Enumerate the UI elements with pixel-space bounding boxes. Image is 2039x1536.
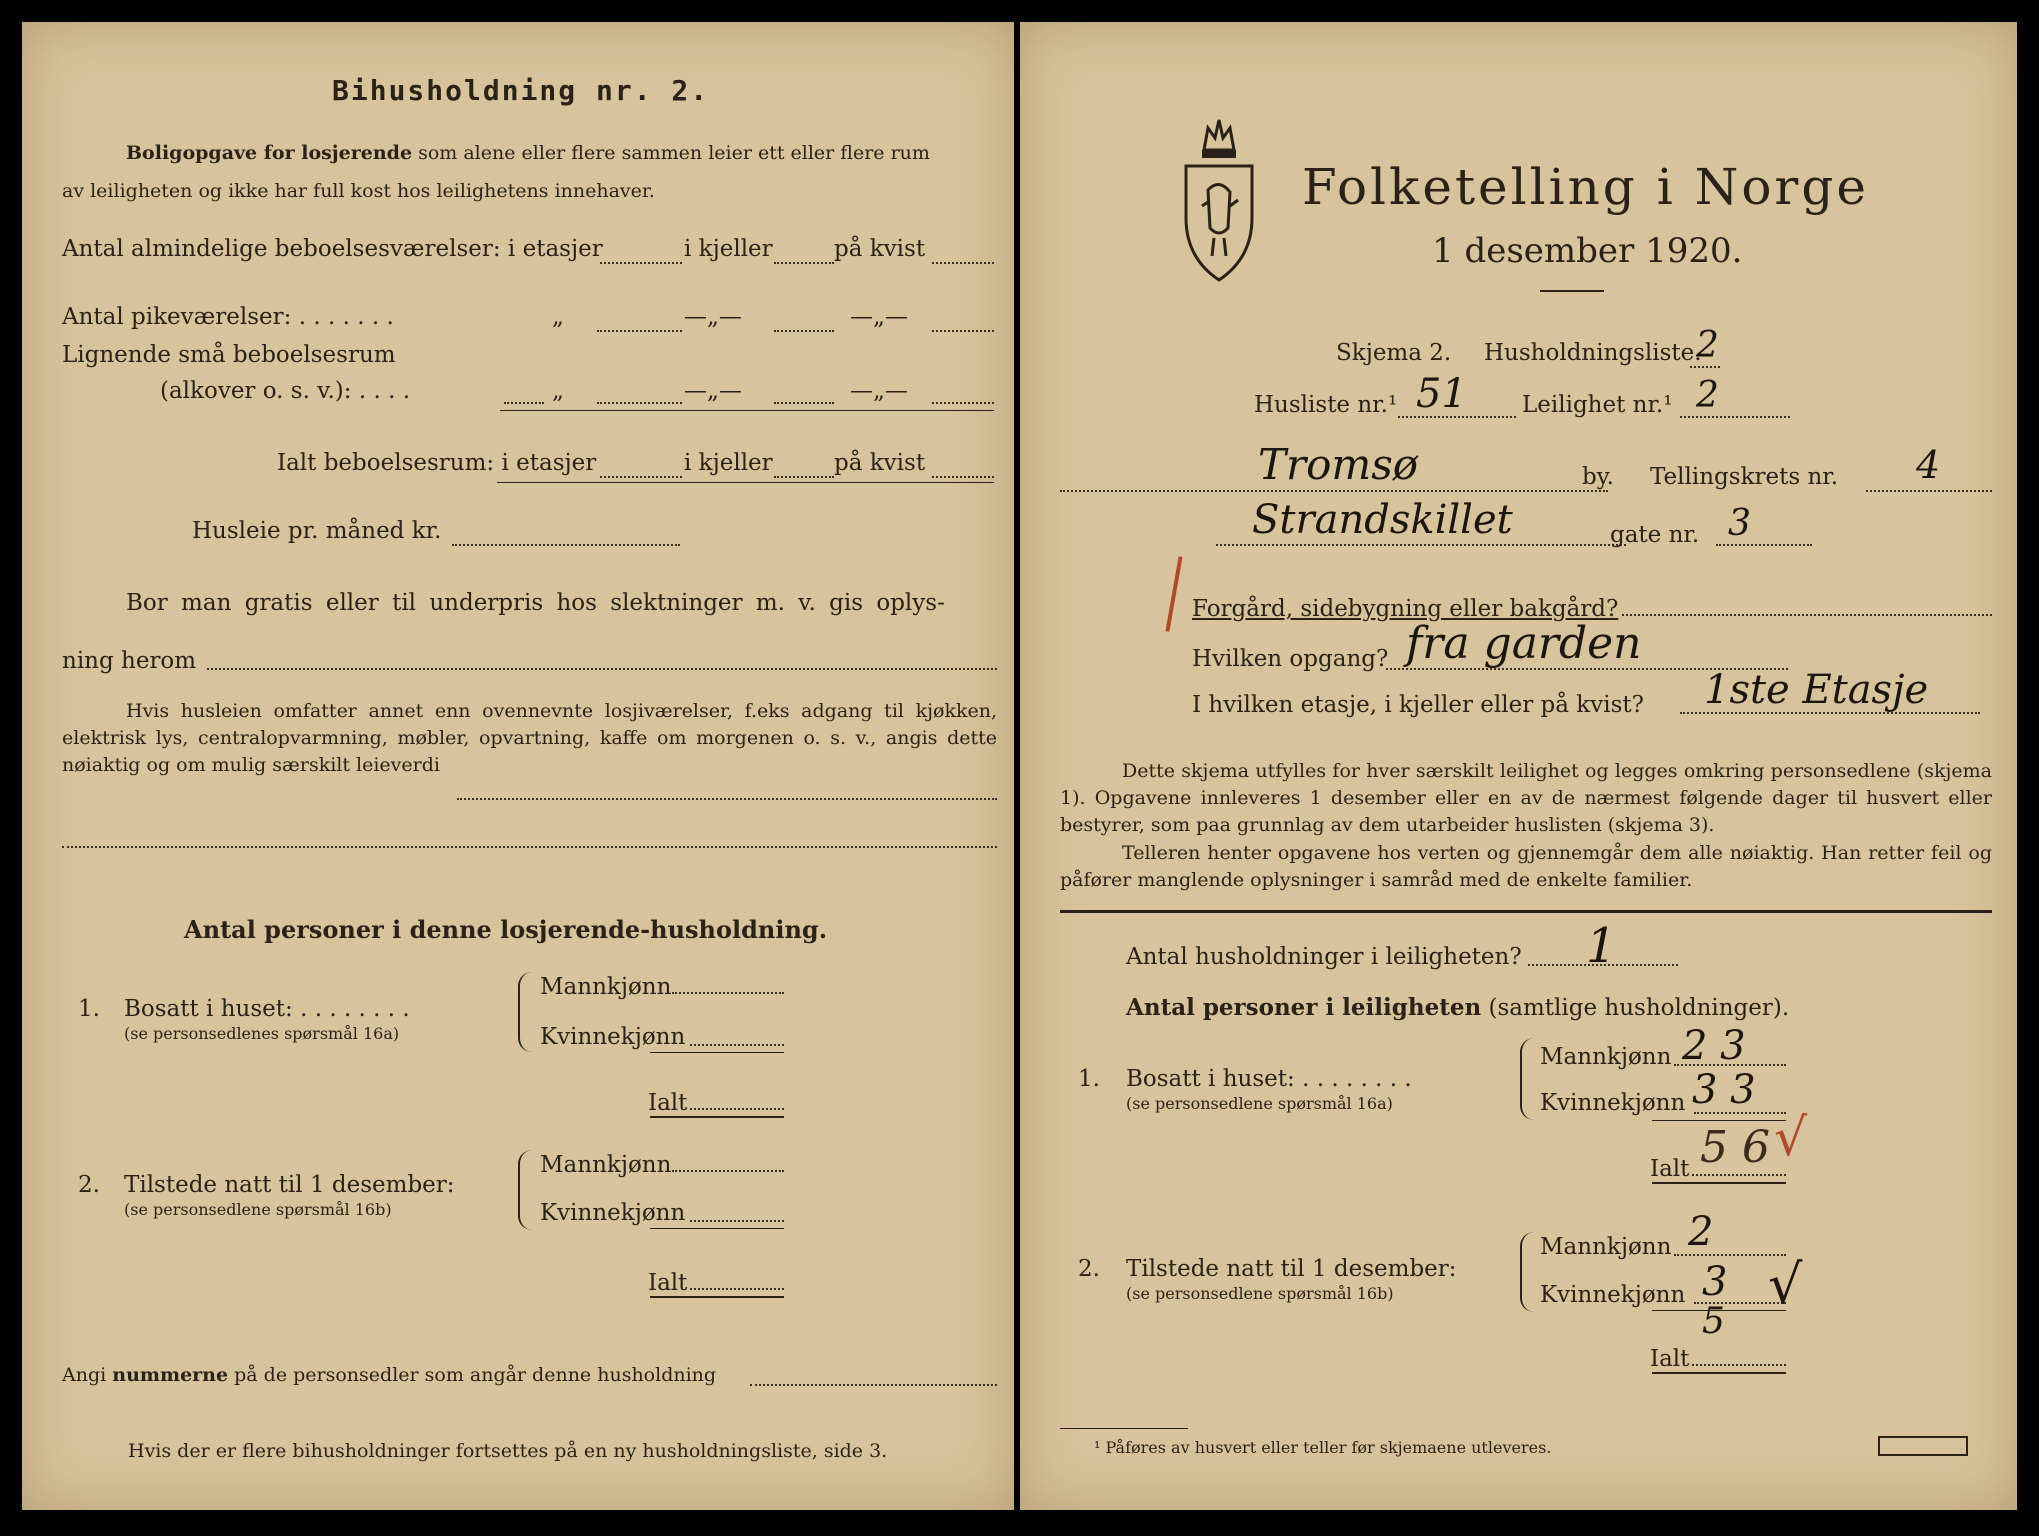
pike-kjeller-field[interactable] xyxy=(774,330,834,332)
r-q1-label: Bosatt i huset: . . . . . . . . xyxy=(1126,1066,1412,1092)
right-page xyxy=(1020,22,2017,1510)
bor-field[interactable] xyxy=(207,668,997,670)
q2-sum-rule xyxy=(650,1228,784,1229)
r-q1-brace xyxy=(1520,1038,1534,1120)
q1-ialt-field[interactable] xyxy=(690,1108,784,1110)
gate-nr-field[interactable] xyxy=(1716,544,1812,546)
q2-kvinne-label: Kvinnekjønn xyxy=(540,1200,686,1226)
leilighet-label: Leilighet nr.¹ xyxy=(1522,392,1673,418)
q1-brace xyxy=(518,972,532,1052)
antal-hush-value: 1 xyxy=(1586,918,1617,974)
leieverdi-field[interactable] xyxy=(457,798,997,800)
q2-brace xyxy=(518,1150,532,1230)
r-q1-sub: (se personsedlene spørsmål 16a) xyxy=(1126,1094,1393,1113)
gate-field[interactable] xyxy=(1216,544,1626,546)
intro-line2: av leiligheten og ikke har full kost hos leilighetens innehaver. xyxy=(62,180,655,202)
r-q1-ialt-field[interactable] xyxy=(1692,1174,1786,1176)
antal-pike-label: Antal pikeværelser: . . . . . . . xyxy=(62,304,394,330)
census-date: 1 desember 1920. xyxy=(1432,231,1743,271)
instructions-para-2: Telleren henter opgavene hos verten og gjennemgår dem alle nøiaktig. Han retter feil og påfører manglende oplysninger i samråd med de enkelte familier. xyxy=(1060,842,1992,891)
antal-personer-heading: Antal personer i denne losjerende-husholdning. xyxy=(184,915,828,944)
r-q2-mann-label: Mannkjønn xyxy=(1540,1234,1672,1260)
r-q1-number: 1. xyxy=(1078,1066,1100,1092)
coat-of-arms-icon xyxy=(1178,110,1260,286)
leilighet-field[interactable] xyxy=(1680,416,1790,418)
angi-bold: nummerne xyxy=(112,1364,229,1386)
gate-nr-value: 3 xyxy=(1728,503,1751,544)
angi-field[interactable] xyxy=(750,1384,997,1386)
r-q1-kvinne-value: 3 3 xyxy=(1692,1067,1756,1113)
opgang-value: fra garden xyxy=(1406,618,1642,669)
r-q1-ialt-label: Ialt xyxy=(1650,1156,1690,1182)
q1-number: 1. xyxy=(78,996,100,1022)
r-q1-sum-rule xyxy=(1652,1120,1786,1121)
angi-rest: på de personsedler som angår denne husholdning xyxy=(234,1364,717,1386)
q2-mann-field[interactable] xyxy=(672,1170,784,1172)
ditto-mark: —„— xyxy=(850,378,908,404)
alkover-lead xyxy=(504,402,544,404)
tellingskrets-field[interactable] xyxy=(1866,490,1992,492)
left-page xyxy=(22,22,1014,1510)
angi-pre: Angi xyxy=(62,1364,107,1386)
q1-kvinne-label: Kvinnekjønn xyxy=(540,1024,686,1050)
husholdningsliste-label: Husholdningsliste. xyxy=(1484,340,1702,366)
gate-label: gate nr. xyxy=(1610,522,1700,548)
alm-kjeller-label: i kjeller xyxy=(684,236,773,262)
q2-ialt-field[interactable] xyxy=(690,1288,784,1290)
ialt-kjeller-label: i kjeller xyxy=(684,450,773,476)
by-field[interactable] xyxy=(1060,490,1608,492)
opgang-label: Hvilken opgang? xyxy=(1192,646,1389,672)
ialt-etasjer-field[interactable] xyxy=(600,476,682,478)
ialt-kvist-label: på kvist xyxy=(834,450,926,476)
etasje-value: 1ste Etasje xyxy=(1704,667,1929,713)
q1-ialt-label: Ialt xyxy=(648,1090,688,1116)
q1-label: Bosatt i huset: . . . . . . . . xyxy=(124,996,410,1022)
pike-kvist-field[interactable] xyxy=(932,330,994,332)
ditto-mark: „ xyxy=(552,378,564,404)
r-q2-kvinne-value: 3 xyxy=(1702,1259,1728,1305)
alkover-etasjer-field[interactable] xyxy=(597,402,682,404)
husliste-label: Husliste nr.¹ xyxy=(1254,392,1398,418)
left-footer: Hvis der er flere bihusholdninger fortsettes på en ny husholdningsliste, side 3. xyxy=(128,1440,888,1462)
q2-mann-label: Mannkjønn xyxy=(540,1152,672,1178)
r-q1-ialt-value: 5 6 xyxy=(1700,1122,1770,1173)
q1-ialt-rule xyxy=(650,1116,784,1118)
r-q1-kvinne-label: Kvinnekjønn xyxy=(1540,1090,1686,1116)
ialt-kjeller-field[interactable] xyxy=(774,476,834,478)
q2-ialt-label: Ialt xyxy=(648,1270,688,1296)
husleie-label: Husleie pr. måned kr. xyxy=(192,518,442,544)
footnote-rule xyxy=(1060,1428,1188,1429)
antal-alm-label: Antal almindelige beboelsesværelser: i etasjer xyxy=(62,236,603,262)
bihusholdning-title: Bihusholdning nr. 2. xyxy=(332,74,710,107)
alm-kvist-label: på kvist xyxy=(834,236,926,262)
footnote: ¹ Påføres av husvert eller teller før skjemaene utleveres. xyxy=(1094,1438,1552,1457)
r-q1-check-mark: √ xyxy=(1774,1108,1808,1168)
r-q1-mann-label: Mannkjønn xyxy=(1540,1044,1672,1070)
printer-stamp-box xyxy=(1878,1436,1968,1456)
q1-kvinne-field[interactable] xyxy=(690,1044,784,1046)
ditto-mark: —„— xyxy=(684,304,742,330)
section-rule xyxy=(1060,910,1992,913)
r-q2-label: Tilstede natt til 1 desember: xyxy=(1126,1256,1457,1282)
forgard-field[interactable] xyxy=(1622,614,1992,616)
tellingskrets-label: Tellingskrets nr. xyxy=(1650,464,1839,490)
q1-sub: (se personsedlenes spørsmål 16a) xyxy=(124,1024,400,1043)
by-label: by. xyxy=(1582,464,1614,490)
r-q2-extra-value: 5 xyxy=(1702,1301,1725,1342)
q2-number: 2. xyxy=(78,1172,100,1198)
gate-value: Strandskillet xyxy=(1252,497,1513,543)
alm-kjeller-field[interactable] xyxy=(774,262,834,264)
q1-sum-rule xyxy=(650,1052,784,1053)
sum-rule xyxy=(500,410,994,411)
title-rule xyxy=(1540,290,1604,292)
alm-etasjer-field[interactable] xyxy=(600,262,682,264)
ditto-mark: „ xyxy=(552,304,564,330)
by-value: Tromsø xyxy=(1258,440,1419,489)
alkover-kvist-field[interactable] xyxy=(932,402,994,404)
leilighet-value: 2 xyxy=(1696,375,1719,416)
antal-pers-bold: Antal personer i leiligheten xyxy=(1126,994,1482,1021)
antal-hush-label: Antal husholdninger i leiligheten? xyxy=(1126,944,1522,970)
ialt-bebo-label: Ialt beboelsesrum: i etasjer xyxy=(277,450,597,476)
ialt-rule xyxy=(497,482,994,483)
r-q2-number: 2. xyxy=(1078,1256,1100,1282)
census-title: Folketelling i Norge xyxy=(1302,158,1869,216)
q2-ialt-rule xyxy=(650,1296,784,1298)
instructions-para-1: Dette skjema utfylles for hver særskilt leilighet og legges omkring personsedlene (skjema 1). Opgavene innleveres 1 desember eller en av de nærmest følgende dager til husvert eller bestyrer, som paa grunnlag av dem utarbeider huslisten (skjema 3). xyxy=(1060,760,1992,836)
husleie-field[interactable] xyxy=(452,544,680,546)
q1-mann-label: Mannkjønn xyxy=(540,974,672,1000)
ditto-mark: —„— xyxy=(684,378,742,404)
ditto-mark: —„— xyxy=(850,304,908,330)
r-q2-check-mark: √ xyxy=(1768,1253,1803,1316)
alkover-label: (alkover o. s. v.): . . . . xyxy=(160,378,411,404)
r-q2-brace xyxy=(1520,1232,1534,1312)
r-q2-ialt-field[interactable] xyxy=(1692,1364,1786,1366)
lignende-label: Lignende små beboelsesrum xyxy=(62,342,396,368)
ialt-kvist-field[interactable] xyxy=(932,476,994,478)
antal-pers-rest: (samtlige husholdninger). xyxy=(1488,995,1790,1021)
q2-sub: (se personsedlene spørsmål 16b) xyxy=(124,1200,392,1219)
r-q2-sub: (se personsedlene spørsmål 16b) xyxy=(1126,1284,1394,1303)
q2-kvinne-field[interactable] xyxy=(690,1220,784,1222)
intro-rest: som alene eller flere sammen leier ett eller flere rum xyxy=(418,142,930,164)
r-q1-ialt-rule xyxy=(1652,1182,1786,1184)
skjema-label: Skjema 2. xyxy=(1336,340,1452,366)
bor-line2: ning herom xyxy=(62,648,197,674)
alm-kvist-field[interactable] xyxy=(932,262,994,264)
forgard-label: Forgård, sidebygning eller bakgård? xyxy=(1192,596,1619,622)
leieverdi-field-2[interactable] xyxy=(62,846,997,848)
r-q2-mann-value: 2 xyxy=(1688,1209,1714,1255)
q1-mann-field[interactable] xyxy=(672,992,784,994)
red-pencil-mark xyxy=(1165,556,1182,632)
etasje-label: I hvilken etasje, i kjeller eller på kvist? xyxy=(1192,692,1644,718)
r-q2-kvinne-label: Kvinnekjønn xyxy=(1540,1282,1686,1308)
tellingskrets-value: 4 xyxy=(1916,443,1941,487)
husholdningsliste-field[interactable] xyxy=(1690,366,1720,368)
husliste-value: 51 xyxy=(1416,371,1467,417)
bor-line1: Bor man gratis eller til underpris hos slektninger m. v. gis oplys- xyxy=(126,590,945,616)
hvis-paragraph: Hvis husleien omfatter annet enn ovennevnte losjiværelser, f.eks adgang til kjøkken, elektrisk lys, centralopvarmning, møbler, opvartning, kaffe om morgenen o. s. v., angis dette nøiaktig og om mulig særskilt leieverdi xyxy=(62,700,997,776)
r-q2-ialt-rule xyxy=(1652,1372,1786,1374)
husholdningsliste-value: 2 xyxy=(1696,325,1719,366)
r-q1-mann-value: 2 3 xyxy=(1682,1023,1746,1069)
r-q2-sum-rule xyxy=(1652,1310,1786,1311)
intro-bold: Boligopgave for losjerende xyxy=(126,142,413,164)
pike-etasjer-field[interactable] xyxy=(597,330,682,332)
r-q2-ialt-label: Ialt xyxy=(1650,1346,1690,1372)
q2-label: Tilstede natt til 1 desember: xyxy=(124,1172,455,1198)
alkover-kjeller-field[interactable] xyxy=(774,402,834,404)
